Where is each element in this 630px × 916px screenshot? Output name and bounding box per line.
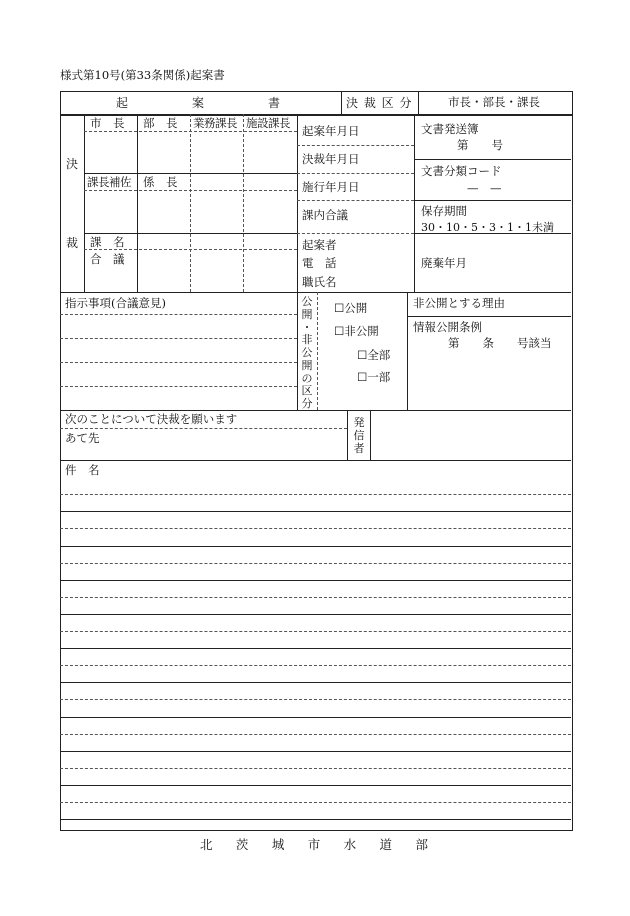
classification-code-label: 文書分類コード xyxy=(421,164,502,178)
subject-writing-line xyxy=(60,648,571,649)
subject-writing-line xyxy=(60,665,571,666)
subject-writing-line xyxy=(60,614,571,615)
disposal-date-label: 廃棄年月 xyxy=(421,256,467,270)
send-book-number: 第 号 xyxy=(457,138,503,152)
subject-writing-line xyxy=(60,734,571,735)
consultation-label: 合 議 xyxy=(90,252,125,266)
classification-code-dashes: — — xyxy=(467,181,502,195)
decision-category-label: 決 裁 区 分 xyxy=(346,96,413,110)
subject-writing-line xyxy=(60,751,571,752)
sender-label: 発 信 者 xyxy=(353,416,365,455)
document-title: 起 案 書 xyxy=(116,96,280,110)
approver-subsection-chief: 係 長 xyxy=(143,175,178,189)
nondisclosure-reason-label: 非公開とする理由 xyxy=(413,296,505,310)
footer-organization: 北 茨 城 市 水 道 部 xyxy=(200,837,428,852)
subject-writing-line xyxy=(60,546,571,547)
addressee-label: あて先 xyxy=(65,431,100,445)
title-name-label: 職氏名 xyxy=(302,275,337,289)
subject-writing-line xyxy=(60,768,571,769)
section-name-label: 課 名 xyxy=(90,235,125,249)
approver-assistant-chief: 課長補佐 xyxy=(87,175,131,189)
subject-label: 件 名 xyxy=(65,463,100,477)
internal-consultation-label: 課内合議 xyxy=(302,208,348,222)
retention-label: 保存期間 xyxy=(421,204,467,218)
decision-category-value: 市長・部長・課長 xyxy=(448,95,540,109)
drafter-label: 起案者 xyxy=(302,238,337,252)
decision-date-label: 決裁年月日 xyxy=(302,152,360,166)
subject-writing-line xyxy=(60,699,571,700)
form-number-title: 様式第10号(第33条関係)起案書 xyxy=(60,68,225,82)
draft-date-label: 起案年月日 xyxy=(302,124,360,138)
request-text: 次のことについて決裁を願います xyxy=(65,412,238,426)
subject-writing-line xyxy=(60,717,571,718)
approval-side-char-2: 裁 xyxy=(66,236,79,250)
subject-writing-line xyxy=(60,563,571,564)
subject-writing-line xyxy=(60,785,571,786)
send-book-label: 文書発送簿 xyxy=(421,122,479,136)
subject-writing-line xyxy=(60,682,571,683)
subject-writing-line xyxy=(60,819,571,820)
subject-writing-line xyxy=(60,597,571,598)
subject-writing-line xyxy=(60,631,571,632)
approver-mayor: 市 長 xyxy=(90,116,125,130)
subject-writing-line xyxy=(60,802,571,803)
approver-facilities-chief: 施設課長 xyxy=(246,116,290,130)
subject-writing-line xyxy=(60,494,571,495)
instructions-label: 指示事項(合議意見) xyxy=(65,296,166,310)
subject-writing-line xyxy=(60,511,571,512)
approval-side-char-1: 決 xyxy=(66,157,79,171)
full-nondisclosure-checkbox[interactable]: ☐全部 xyxy=(357,348,391,362)
public-checkbox[interactable]: ☐公開 xyxy=(334,301,368,315)
enforcement-date-label: 施行年月日 xyxy=(302,180,360,194)
partial-nondisclosure-checkbox[interactable]: ☐一部 xyxy=(357,370,391,384)
disclosure-category-label: 公 開 ・ 非 公 開 の 区 分 xyxy=(301,295,313,410)
ordinance-article-value: 第 条 号該当 xyxy=(448,336,552,350)
nonpublic-checkbox[interactable]: ☐非公開 xyxy=(334,324,379,338)
approver-operations-chief: 業務課長 xyxy=(193,116,237,130)
subject-writing-line xyxy=(60,580,571,581)
disclosure-ordinance-label: 情報公開条例 xyxy=(413,320,482,334)
subject-writing-line xyxy=(60,528,571,529)
retention-values: 30・10・5・3・1・1未満 xyxy=(421,221,554,234)
phone-label: 電 話 xyxy=(302,256,337,270)
approver-director: 部 長 xyxy=(143,116,178,130)
